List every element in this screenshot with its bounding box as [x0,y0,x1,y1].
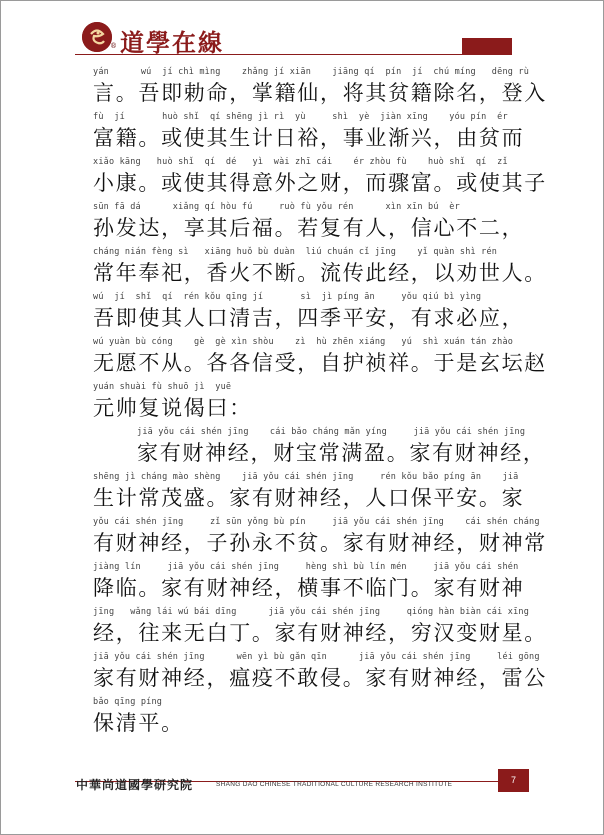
logo-icon [82,22,112,52]
scripture-text [93,67,547,742]
text-line [93,157,547,202]
text-line [93,202,533,247]
text-line [93,472,533,517]
hanzi-line: 吾即使其人口清吉，四季平安，有求必应， [93,306,525,330]
text-line [93,607,547,652]
footer-institute-cn: 中華尚道國學研究院 [76,778,194,792]
pinyin-line: jīng wǎng lái wú bái dīng jiā yǒu cái shén jīng qióng hàn biàn cái xīng [93,607,530,617]
pinyin-line: jiā yǒu cái shén jīng wēn yì bù gǎn qīn jiā yǒu cái shén jīng léi gōng [93,652,540,662]
text-line [93,292,533,337]
text-line [93,517,547,562]
hanzi-line: 保清平。 [93,711,184,735]
footer-institute-en: SHANG DAO CHINESE TRADITIONAL CULTURE RESEARCH INSTITUTE [216,781,453,788]
hanzi-line: 言。吾即勅命，掌籍仙，将其贫籍除名，登入 [93,81,547,105]
header-divider [75,54,512,55]
pinyin-line: cháng nián fèng sì xiāng huǒ bù duàn liú chuán cǐ jīng yǐ quàn shì rén [93,247,498,257]
text-line [93,247,547,292]
hanzi-line: 元帅复说偈曰： [93,396,252,420]
page-number: 7 [498,769,529,792]
hanzi-line: 小康。或使其得意外之财，而骤富。或使其子 [93,171,547,195]
pinyin-line: jiàng lín jiā yǒu cái shén jīng hèng shì bù lín mén jiā yǒu cái shén [93,562,519,572]
pinyin-line: fù jí huò shǐ qí shēng jì rì yù shì yè jiàn xīng yóu pín ér [93,112,508,122]
hanzi-line: 生计常茂盛。家有财神经，人口保平安。家 [93,486,525,510]
text-line [93,67,547,112]
pinyin-line: sūn fā dá xiǎng qí hòu fú ruò fù yǒu rén xìn xīn bú èr [93,202,460,212]
header-accent-bar [462,38,512,55]
pinyin-line: yán wú jí chì mìng zhǎng jí xiān jiāng qí pín jí chú míng dēng rù [93,67,530,77]
text-line [93,112,533,157]
registered-mark: ® [110,42,117,50]
hanzi-line: 常年奉祀，香火不断。流传此经，以劝世人。 [93,261,547,285]
hanzi-line: 孙发达，享其后福。若复有人，信心不二， [93,216,525,240]
pinyin-line: yǒu cái shén jīng zǐ sūn yǒng bù pín jiā yǒu cái shén jīng cái shén cháng [93,517,540,527]
hanzi-line: 富籍。或使其生计日裕，事业渐兴，由贫而 [93,126,525,150]
pinyin-line: bǎo qīng píng [93,697,163,707]
text-line [93,697,533,742]
hanzi-line: 降临。家有财神经，横事不临门。家有财神 [93,576,525,600]
pinyin-line: xiǎo kāng huò shǐ qí dé yì wài zhī cái ér zhòu fù huò shǐ qí zǐ [93,157,508,167]
pinyin-line: jiā yǒu cái shén jīng cái bǎo cháng mǎn yíng jiā yǒu cái shén jīng [137,427,526,437]
hanzi-line: 家有财神经，瘟疫不敢侵。家有财神经，雷公 [93,666,547,690]
text-line [93,652,547,697]
pinyin-line: yuán shuài fù shuō jì yuē [93,382,232,392]
hanzi-line: 有财神经，子孙永不贫。家有财神经，财神常 [93,531,547,555]
text-line [93,562,533,607]
hanzi-line: 家有财神经，财宝常满盈。家有财神经， [137,441,546,465]
pinyin-line: shēng jì cháng mào shèng jiā yǒu cái shén jīng rén kǒu bǎo píng ān jiā [93,472,519,482]
brand-title: 道學在線 [120,28,224,57]
pinyin-line: wú jí shǐ qí rén kǒu qīng jí sì jì píng ān yǒu qiú bì yìng [93,292,482,302]
hanzi-line: 经，往来无白丁。家有财神经，穷汉变财星。 [93,621,547,645]
text-line [93,382,533,427]
text-line [93,337,547,382]
text-line [93,427,546,472]
pinyin-line: wú yuàn bù cóng gè gè xìn shòu zì hù zhēn xiáng yú shì xuán tán zhào [93,337,514,347]
hanzi-line: 无愿不从。各各信受，自护祯祥。于是玄坛赵 [93,351,547,375]
